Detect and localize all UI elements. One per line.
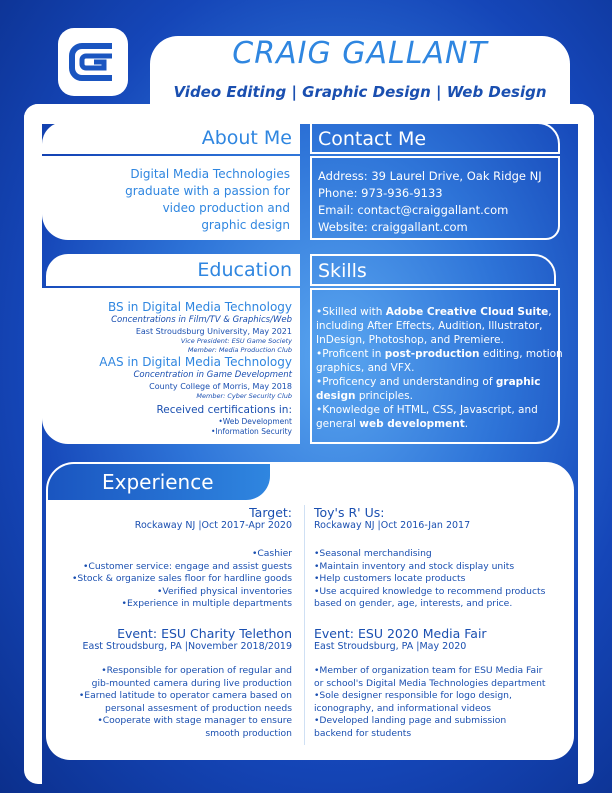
contact-phone: Phone: 973-936-9133 xyxy=(318,186,443,200)
about-line: Digital Media Technologies xyxy=(130,167,290,181)
degree-bs: BS in Digital Media Technology xyxy=(107,300,292,314)
job-meta: Rockaway NJ |Oct 2017-Apr 2020 xyxy=(134,520,292,531)
job-target xyxy=(60,505,292,611)
contact-details xyxy=(318,168,578,236)
job-title: Target: xyxy=(249,505,292,520)
education-heading: Education xyxy=(46,254,300,286)
job-bullets: •Member of organization team for ESU Media Fair or school's Digital Media Technologies department •Sole designer responsible for logo design, iconography, and informational videos •Developed landing page and submission backend for students xyxy=(314,665,546,739)
job-esu-media-fair xyxy=(314,626,564,740)
job-toys-r-us xyxy=(314,505,564,611)
job-meta: East Stroudsburg, PA |May 2020 xyxy=(314,641,467,652)
resume-tagline: Video Editing | Graphic Design | Web Design xyxy=(173,83,547,101)
skills-list xyxy=(316,305,564,431)
certifications-heading: Received certifications in: xyxy=(156,404,292,416)
contact-website[interactable]: Website: craiggallant.com xyxy=(318,220,468,234)
frame-left xyxy=(24,104,42,784)
about-text xyxy=(90,166,290,234)
skill-item: •Skilled with Adobe Creative Cloud Suite, including After Effects, Audition, Illustrator, InDesign, Photoshop, and Premiere. xyxy=(316,306,552,346)
frame-top xyxy=(24,104,594,124)
experience-divider xyxy=(304,505,305,745)
job-title: Toy's R' Us: xyxy=(314,505,385,520)
job-meta: East Stroudsburg, PA |November 2018/2019 xyxy=(82,641,292,652)
degree-aas: AAS in Digital Media Technology xyxy=(99,355,292,369)
degree-school: County College of Morris, May 2018 xyxy=(149,382,292,391)
experience-heading: Experience xyxy=(102,470,214,494)
job-bullets: •Responsible for operation of regular and gib-mounted camera during live production •Earned latitude to operator camera based on personal assesment of production needs •Cooperate with stage manager to ensure smooth production xyxy=(78,665,292,739)
degree-concentration: Concentrations in Film/TV & Graphics/Web xyxy=(111,315,292,325)
skill-item: •Proficency and understanding of graphic design principles. xyxy=(316,376,541,402)
club-role: Member: Media Production Club xyxy=(187,346,292,354)
about-line: graphic design xyxy=(201,218,290,232)
job-bullets: •Cashier •Customer service: engage and assist guests •Stock & organize sales floor for hardline goods •Verified physical inventories •Experience in multiple departments xyxy=(71,548,292,609)
cg-monogram-icon xyxy=(58,28,128,96)
contact-email[interactable]: Email: contact@craiggallant.com xyxy=(318,203,509,217)
club-role: Vice President: ESU Game Society xyxy=(180,337,292,345)
job-meta: Rockaway NJ |Oct 2016-Jan 2017 xyxy=(314,520,471,531)
resume-name: CRAIG GALLANT xyxy=(232,36,488,71)
job-bullets: •Seasonal merchandising •Maintain inventory and stock display units •Help customers locate products •Use acquired knowledge to recommend products based on gender, age, interests, and price. xyxy=(314,548,546,609)
club-role: Member: Cyber Security Club xyxy=(196,392,292,400)
job-title: Event: ESU Charity Telethon xyxy=(117,626,292,641)
degree-concentration: Concentration in Game Development xyxy=(133,370,292,380)
job-esu-telethon xyxy=(60,626,292,740)
job-title: Event: ESU 2020 Media Fair xyxy=(314,626,487,641)
about-heading: About Me xyxy=(42,122,300,154)
certification-item: •Web Development xyxy=(218,417,292,426)
about-line: graduate with a passion for xyxy=(125,184,290,198)
certification-item: •Information Security xyxy=(210,427,292,436)
degree-school: East Stroudsburg University, May 2021 xyxy=(135,327,292,336)
contact-address: Address: 39 Laurel Drive, Oak Ridge NJ xyxy=(318,169,542,183)
skills-heading: Skills xyxy=(310,254,556,286)
education-details xyxy=(60,300,292,437)
skill-item: •Proficent in post-production editing, motion graphics, and VFX. xyxy=(316,348,563,374)
about-line: video production and xyxy=(162,201,290,215)
frame-right xyxy=(578,104,594,784)
contact-heading: Contact Me xyxy=(310,122,560,154)
skill-item: •Knowledge of HTML, CSS, Javascript, and general web development. xyxy=(316,404,538,430)
